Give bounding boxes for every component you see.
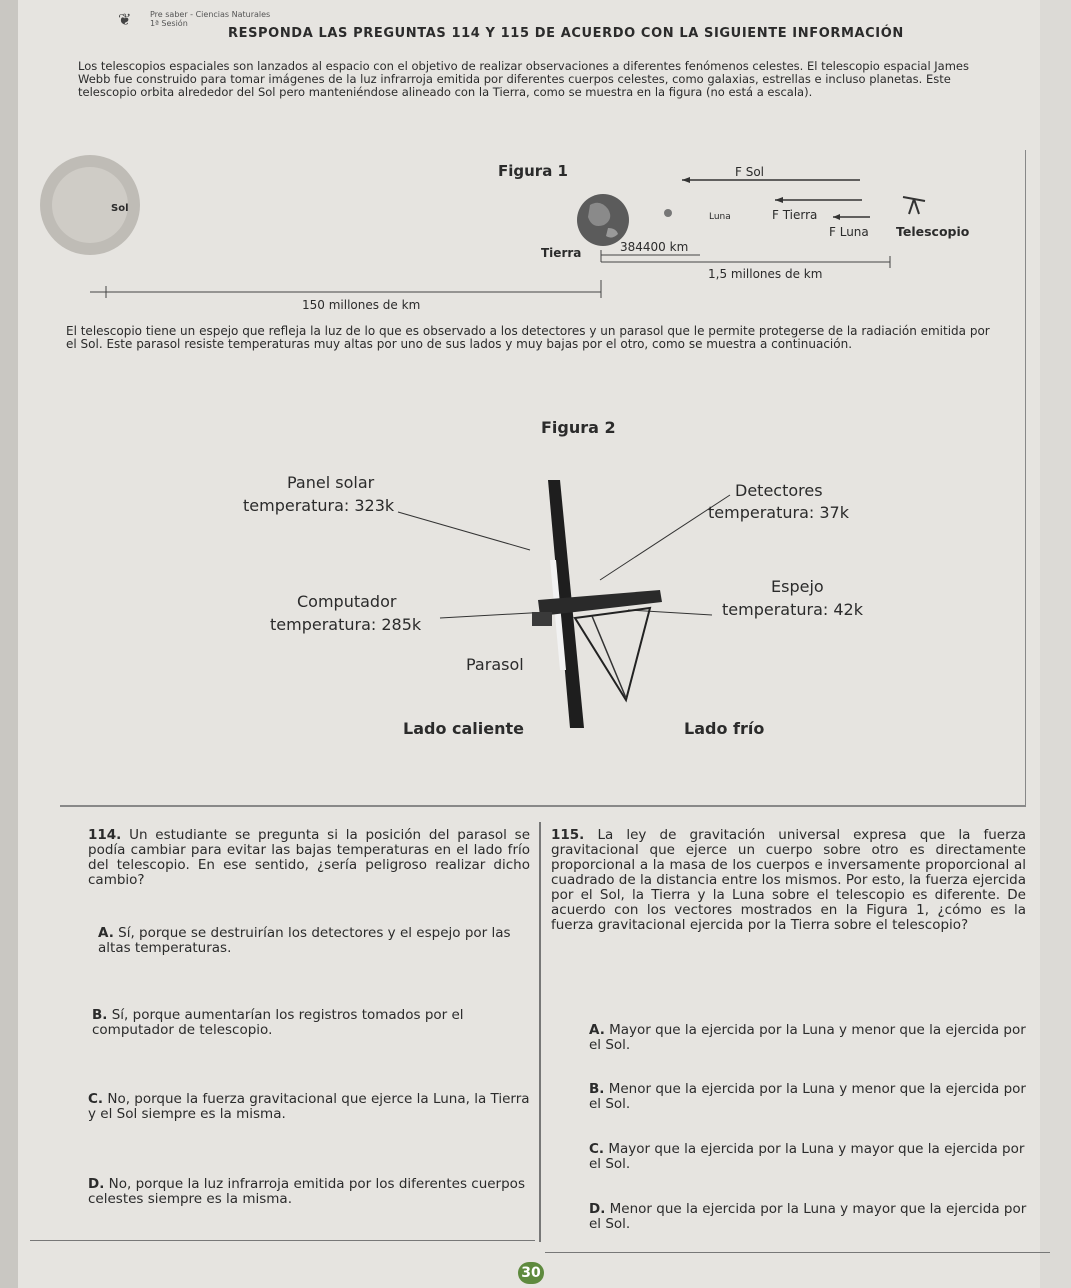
panel-temperature: temperatura: 323k <box>243 496 395 515</box>
q115-option-a-text: Mayor que la ejercida por la Luna y menor que la ejercida por el Sol. <box>589 1022 1026 1053</box>
moon-label: Luna <box>709 212 731 222</box>
q115-option-c-text: Mayor que la ejercida por la Luna y mayor que la ejercida por el Sol. <box>589 1141 1025 1172</box>
question-114-text: Un estudiante se pregunta si la posición del parasol se podía cambiar para evitar las bajas temperaturas en el lado frío del telescopio. En ese sentido, ¿sería peligroso realizar dicho cambio? <box>88 827 531 888</box>
figure1-title: Figura 1 <box>498 162 568 180</box>
telescope-description-paragraph: El telescopio tiene un espejo que refleja la luz de lo que es observado a los detectores y un parasol que le permite protegerse de la radiación emitida por el Sol. Este parasol resiste temperaturas muy altas por uno de sus lados y muy bajas por el otro, como se muestra a continuación. <box>66 324 990 351</box>
bottom-rule-right <box>545 1252 1050 1253</box>
q114-option-c-text: No, porque la fuerza gravitacional que ejerce la Luna, la Tierra y el Sol siempre es la misma. <box>88 1091 530 1122</box>
question-115 <box>551 828 1026 933</box>
q114-option-a-letter: A. <box>98 925 114 941</box>
page-number-badge: 30 <box>518 1262 544 1284</box>
mirror-shape <box>538 590 662 700</box>
computer-label: Computador <box>297 592 397 611</box>
figure2-diagram <box>0 440 1071 740</box>
q115-option-d-letter: D. <box>589 1201 606 1217</box>
question-115-text: La ley de gravitación universal expresa que la fuerza gravitacional que ejerce un cuerpo sobre otro es directamente proporcional a la masa de los cuerpos e inversamente proporcional al cuadrado de la distancia entre los mismos. Por esto, la fuerza ejercida por el Sol, la Tierra y la Luna sobre el telescopio es diferente. De acuerdo con los vectores mostrados en la Figura 1, ¿cómo es la fuerza gravitacional ejercida por la Tierra sobre el telescopio? <box>551 827 1027 933</box>
cold-side-label: Lado frío <box>684 719 765 738</box>
q114-option-c-letter: C. <box>88 1091 104 1107</box>
institution-logo-icon: ❦ <box>118 10 132 29</box>
q114-option-a-text: Sí, porque se destruirían los detectores y el espejo por las altas temperaturas. <box>98 925 511 956</box>
earth-icon <box>577 194 629 246</box>
distance-sun-label: 150 millones de km <box>302 298 421 312</box>
q114-option-b[interactable] <box>92 1008 530 1038</box>
distance-telescope-label: 1,5 millones de km <box>708 267 823 281</box>
q114-option-b-letter: B. <box>92 1007 108 1023</box>
distance-moon-label: 384400 km <box>620 240 689 254</box>
earth-label: Tierra <box>541 246 582 260</box>
q114-option-d-text: No, porque la luz infrarroja emitida por los diferentes cuerpos celestes siempre es la misma. <box>88 1176 525 1207</box>
q115-option-b[interactable] <box>589 1082 1029 1112</box>
bottom-rule-left <box>30 1240 535 1241</box>
mirror-label: Espejo <box>771 577 824 596</box>
figure1-diagram <box>0 0 1071 320</box>
hot-side-label: Lado caliente <box>403 719 524 738</box>
telescope-icon <box>903 197 925 214</box>
force-sun-label: F Sol <box>735 165 765 179</box>
force-earth-label: F Tierra <box>772 208 818 222</box>
question-114-number: 114. <box>88 827 122 843</box>
header-subject: Pre saber - Ciencias Naturales <box>150 10 271 19</box>
header-session: 1ª Sesión <box>150 19 188 28</box>
computer-temperature: temperatura: 285k <box>270 615 422 634</box>
q114-option-d[interactable] <box>88 1177 530 1207</box>
q115-option-b-text: Menor que la ejercida por la Luna y menor que la ejercida por el Sol. <box>589 1081 1026 1112</box>
q115-option-a[interactable] <box>589 1023 1029 1053</box>
q114-option-d-letter: D. <box>88 1176 105 1192</box>
q114-option-a[interactable] <box>98 926 530 956</box>
question-115-number: 115. <box>551 827 585 843</box>
question-114 <box>88 828 530 888</box>
mirror-temperature: temperatura: 42k <box>722 600 863 619</box>
force-moon-label: F Luna <box>829 225 869 239</box>
q114-option-b-text: Sí, porque aumentarían los registros tomados por el computador de telescopio. <box>92 1007 464 1038</box>
telescope-label: Telescopio <box>896 224 970 239</box>
section-title: RESPONDA LAS PREGUNTAS 114 Y 115 DE ACUERDO CON LA SIGUIENTE INFORMACIÓN <box>228 26 904 41</box>
moon-icon <box>664 209 672 217</box>
q115-option-d-text: Menor que la ejercida por la Luna y mayor que la ejercida por el Sol. <box>589 1201 1027 1232</box>
q115-option-b-letter: B. <box>589 1081 605 1097</box>
intro-paragraph: Los telescopios espaciales son lanzados al espacio con el objetivo de realizar observaciones a diferentes fenómenos celestes. El telescopio espacial James Webb fue construido para tomar imágenes de la luz infrarroja emitida por diferentes cuerpos celestes, como galaxias, estrellas e incluso planetas. Este telescopio orbita alrededor del Sol pero manteniéndose alineado con la Tierra, como se muestra en la figura (no está a escala). <box>78 59 970 99</box>
q115-option-d[interactable] <box>589 1202 1029 1232</box>
q115-option-c[interactable] <box>589 1142 1029 1172</box>
computer-shape <box>532 612 552 626</box>
q115-option-a-letter: A. <box>589 1022 605 1038</box>
panel-label: Panel solar <box>287 473 375 492</box>
detectors-temperature: temperatura: 37k <box>708 503 849 522</box>
parasol-label: Parasol <box>466 655 524 674</box>
sun-label: Sol <box>111 203 129 214</box>
detectors-label: Detectores <box>735 481 823 500</box>
q114-option-c[interactable] <box>88 1092 530 1122</box>
column-divider <box>539 822 541 1242</box>
q115-option-c-letter: C. <box>589 1141 605 1157</box>
figure2-title: Figura 2 <box>541 418 616 437</box>
